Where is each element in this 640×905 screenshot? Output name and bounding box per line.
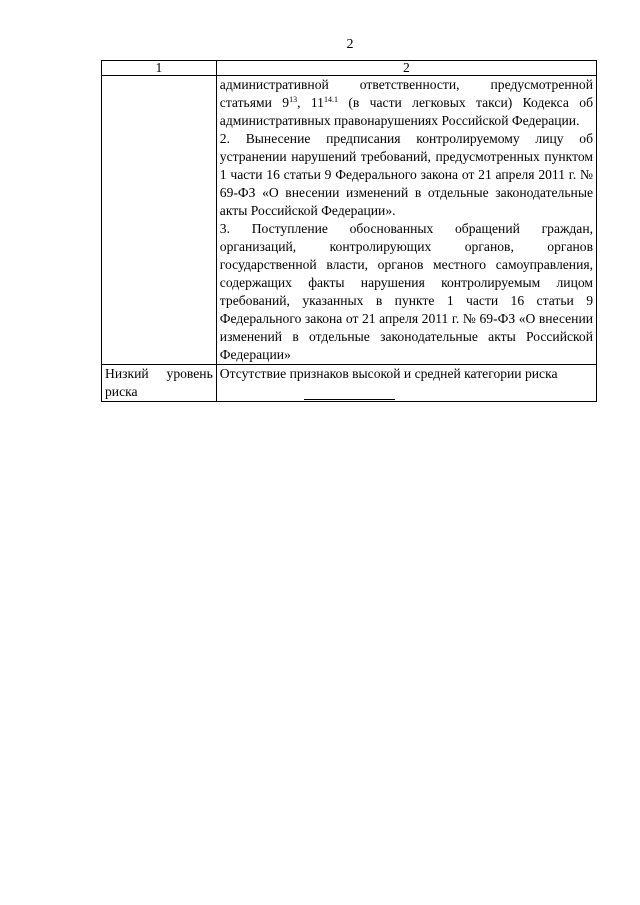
item1-text-before: административной ответственности, предусмотренной статьями 9 (219, 77, 593, 110)
continuation-col2-cell (216, 76, 596, 365)
superscript-13: 13 (289, 95, 298, 104)
superscript-14-1: 14.1 (323, 95, 338, 104)
low-risk-description-cell: Отсутствие признаков высокой и средней категории риска (216, 365, 596, 402)
page-number: 2 (346, 37, 354, 52)
table-header-row (102, 61, 597, 76)
item1-text-mid: , 11 (297, 95, 324, 110)
continuation-col1-cell (102, 76, 217, 365)
end-separator-line (304, 399, 395, 400)
table-row-continuation (102, 76, 597, 365)
risk-criteria-table (101, 60, 597, 402)
low-risk-label: Низкий уровень риска (105, 366, 213, 399)
low-risk-label-cell (102, 365, 217, 402)
table-row-low-risk (102, 365, 597, 402)
item3-text: 3. Поступление обоснованных обращений граждан, организаций, контролирующих органов, органов государственной власти, органов местного самоуправления, содержащих факты нарушения контролируемым лицом требований, указанных в пункте 1 части 16 статьи 9 Федерального закона от 21 апреля 2011 г. № 69-ФЗ «О внесении изменений в отдельные законодательные акты Российской Федерации» (219, 221, 593, 362)
item1-text-after: (в части легковых такси) Кодекса об административных правонарушениях Российской Федерации. (219, 95, 593, 128)
item1-text (220, 76, 593, 130)
header-cell-2: 2 (216, 61, 596, 76)
header-cell-1: 1 (102, 61, 217, 76)
item2-text: 2. Вынесение предписания контролируемому лицу об устранении нарушений требований, предусмотренных пунктом 1 части 16 статьи 9 Федерального закона от 21 апреля 2011 г. № 69-ФЗ «О внесении изменений в отдельные законодательные акты Российской Федерации». (219, 131, 593, 218)
